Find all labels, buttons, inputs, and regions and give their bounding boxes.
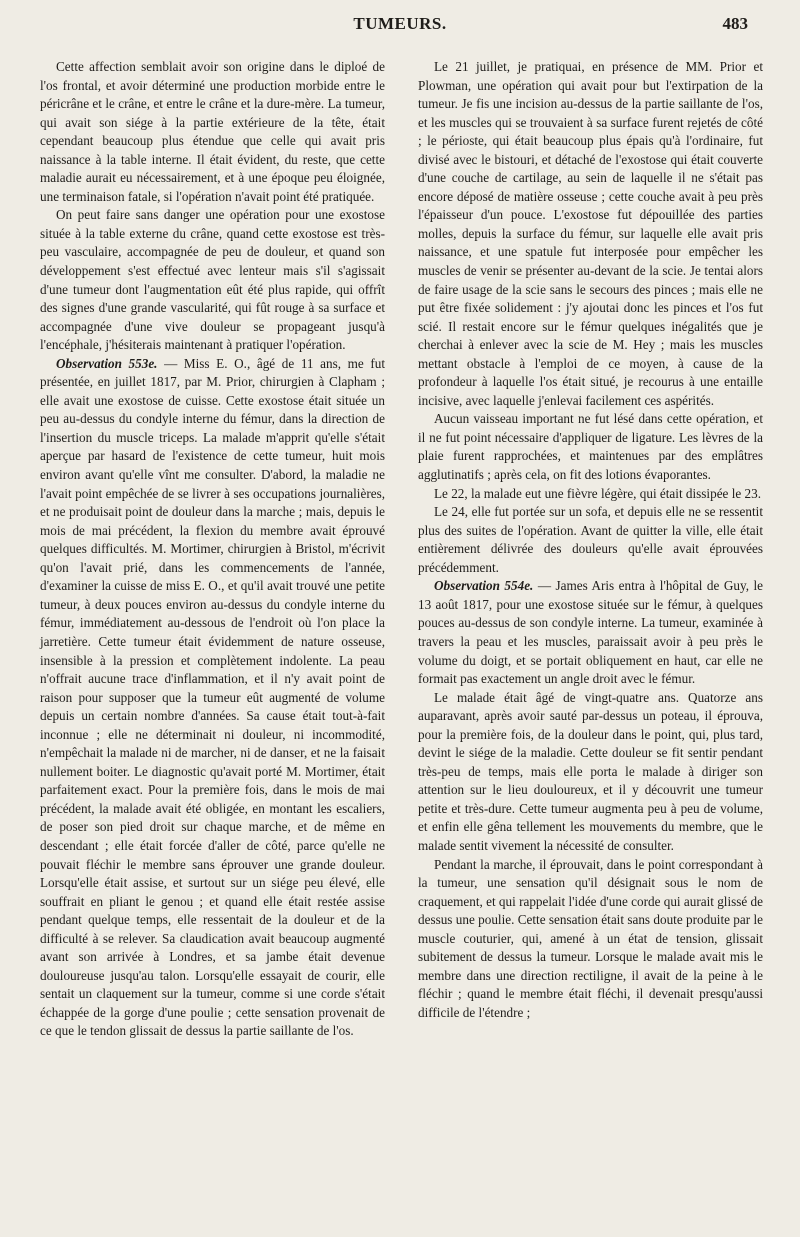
paragraph: Pendant la marche, il éprouvait, dans le point correspondant à la tumeur, une sensation qu'il désignait sous le nom de craquement, et qui rappelait l'idée d'une corde qui aurait glissé de dessus une poulie. Cette sensation était sans doute produite par le muscle couturier, qui, amené à un état de tension, glissait subitement de dessus la tumeur. Lorsque le malade avait mis le membre dans une direction rectiligne, il avait de la peine à le fléchir ; quand le membre était fléchi, il devenait presqu'aussi difficile de l'étendre ; <box>418 856 763 1020</box>
paragraph: Observation 554e. — James Aris entra à l'hôpital de Guy, le 13 août 1817, pour une exostose située sur le fémur, à quelques pouces au-dessus de son condyle interne. La tumeur, examinée à travers la peau et les muscles, paraissait avoir à peu près le volume du doigt, et se portait obliquement en haut, car elle ne formait pas exactement un angle droit avec le fémur. <box>418 578 763 687</box>
observation-heading: Observation 553e. <box>56 355 158 371</box>
paragraph: Le malade était âgé de vingt-quatre ans. Quatorze ans auparavant, après avoir sauté par-dessus un poteau, il éprouva, pour la première fois, de la douleur dans le point, qui, plus tard, devint le siége de la maladie. Cette douleur se fit sentir pendant très-peu de temps, mais elle porta le malade à diriger son attention sur le lieu douloureux, et il y découvrit une tumeur petite et très-dure. Cette tumeur augmenta peu à peu de volume, et enfin elle gêna tellement les mouvements du membre, que le malade sentit vivement la nécessité de consulter. <box>418 689 763 853</box>
running-head <box>0 14 800 44</box>
left-column <box>40 58 385 1041</box>
paragraph: On peut faire sans danger une opération pour une exostose située à la table externe du crâne, quand cette exostose est très-peu vasculaire, accompagnée de peu de douleur, et quand son développement s'est effectué avec lenteur mais s'il s'agissait d'une tumeur dont l'augmentation eût été plus rapide, qui offrît des signes d'une grande vascularité, qui fût rouge à sa surface et accompagnée d'une vive douleur se propageant jusqu'à l'encéphale, j'hésiterais maintenant à pratiquer l'opération. <box>40 207 385 353</box>
right-column <box>418 58 763 1022</box>
paragraph: Aucun vaisseau important ne fut lésé dans cette opération, et il ne fut point nécessaire d'appliquer de ligature. Les lèvres de la plaie furent rapprochées, et maintenues par des emplâtres agglutinatifs ; après cela, on fit des lotions évaporantes. <box>418 411 763 483</box>
paragraph: Observation 553e. — Miss E. O., âgé de 11 ans, me fut présentée, en juillet 1817, par M. Prior, chirurgien à Clapham ; elle avait une exostose de cuisse. Cette exostose était située un peu au-dessus du condyle interne du fémur, dans la direction de l'insertion du muscle triceps. La malade m'apprit qu'elle s'était aperçue par hasard de l'existence de cette tumeur, huit mois environ avant qu'elle vînt me consulter. D'abord, la maladie ne l'avait point empêchée de se livrer à ses occupations journalières, et ne produisait point de douleur dans la marche ; mais, depuis le mois de mai précédent, la flexion du membre avait éprouvé quelques difficultés. M. Mortimer, chirurgien à Bristol, m'écrivit qu'on l'avait prié, dans les commencements de l'année, d'examiner la cuisse de miss E. O., et qu'il avait trouvé une petite tumeur, à deux pouces environ au-dessus du condyle interne du fémur, immédiatement au-dessous de l'endroit où l'on place la jarretière. Cette tumeur était évidemment de nature osseuse, insensible à la pression et complètement indolente. La peau n'offrait aucune trace d'inflammation, et il n'y avait point de raison pour supposer que la tumeur eût augmenté de volume depuis un certain nombre d'années. Sa cause était tout-à-fait inconnue ; elle ne déterminait ni douleur, ni incommodité, n'empêchait la malade ni de marcher, ni de danser, et ne la faisait nullement boiter. Le diagnostic qu'avait porté M. Mortimer, était parfaitement exact. Pour la première fois, dans le mois de mai précédent, la malade avait été obligée, en montant les escaliers, de poser son pied droit sur chaque marche, et de même en descendant ; elle était forcée d'aller de côté, parce qu'elle ne pouvait fléchir le membre sans éprouver une grande douleur. Lorsqu'elle était assise, et surtout sur un siége peu élevé, elle souffrait en pliant le genou ; et quand elle était restée assise pendant quelque temps, elle ressentait de la douleur et de la difficulté à se relever. Sa claudication avait beaucoup augmenté avant son arrivée à Londres, et sa jambe était devenue douloureuse jusqu'au talon. Lorsqu'elle essayait de courir, elle sentait un claquement sur la tumeur, comme si une corde s'était échappée de la gorge d'une poulie ; cette sensation provenait de ce que le tendon glissait de dessus la partie saillante de l'os. <box>40 355 385 1039</box>
page-number: 483 <box>722 14 748 33</box>
running-title: TUMEURS. <box>353 14 447 33</box>
paragraph: Le 24, elle fut portée sur un sofa, et depuis elle ne se ressentit plus des suites de l'opération. Avant de quitter la ville, elle était entièrement délivrée des douleurs qu'elle avait éprouvées précédemment. <box>418 504 763 575</box>
paragraph: Le 22, la malade eut une fièvre légère, qui était dissipée le 23. <box>434 485 761 501</box>
observation-heading: Observation 554e. <box>434 578 534 594</box>
paragraph: Cette affection semblait avoir son origine dans le diploé de l'os frontal, et avoir déterminé une production morbide entre le péricrâne et le crâne, et entre le crâne et la dure-mère. La tumeur, qui avait son siége à la partie extérieure de la tête, était cependant beaucoup plus étendue que celle qui avait pris naissance à la table interne. Il était évident, du reste, que cette maladie aurait eu nécessairement, et à une époque peu éloignée, une terminaison fatale, si l'opération n'avait point été pratiquée. <box>40 59 385 204</box>
paragraph: Le 21 juillet, je pratiquai, en présence de MM. Prior et Plowman, une opération qui avait pour but l'extirpation de la tumeur. Je fis une incision au-dessus de la partie saillante de l'os, et les muscles qui se trouvaient à sa surface furent rejetés de côté ; le périoste, qui était beaucoup plus épais qu'à l'ordinaire, fut divisé avec le bistouri, et détaché de l'exostose qui était couverte d'une couche de cartilage, au sein de laquelle il ne s'était pas encore déposé de matière osseuse ; cette couche avait à peu près l'épaisseur d'un pouce. L'exostose fut dépouillée des parties molles, depuis la surface du fémur, sur laquelle elle avait pris naissance, et une spatule fut interposée pour empêcher les muscles de venir se présenter au-devant de la scie. Je tentai alors de faire usage de la scie sans le secours des pinces ; mais elle ne put être fixée solidement : j'y ajoutai donc les pinces et l'os fut scié. Il restait encore sur le fémur quelques inégalités que je cherchai à enlever avec la scie de M. Hey ; mais les muscles mettant obstacle à l'emploi de ce moyen, à cause de la profondeur à laquelle l'os était situé, je recourus à une entaille incisive, avec laquelle j'enlevai facilement ces aspérités. <box>418 59 763 408</box>
